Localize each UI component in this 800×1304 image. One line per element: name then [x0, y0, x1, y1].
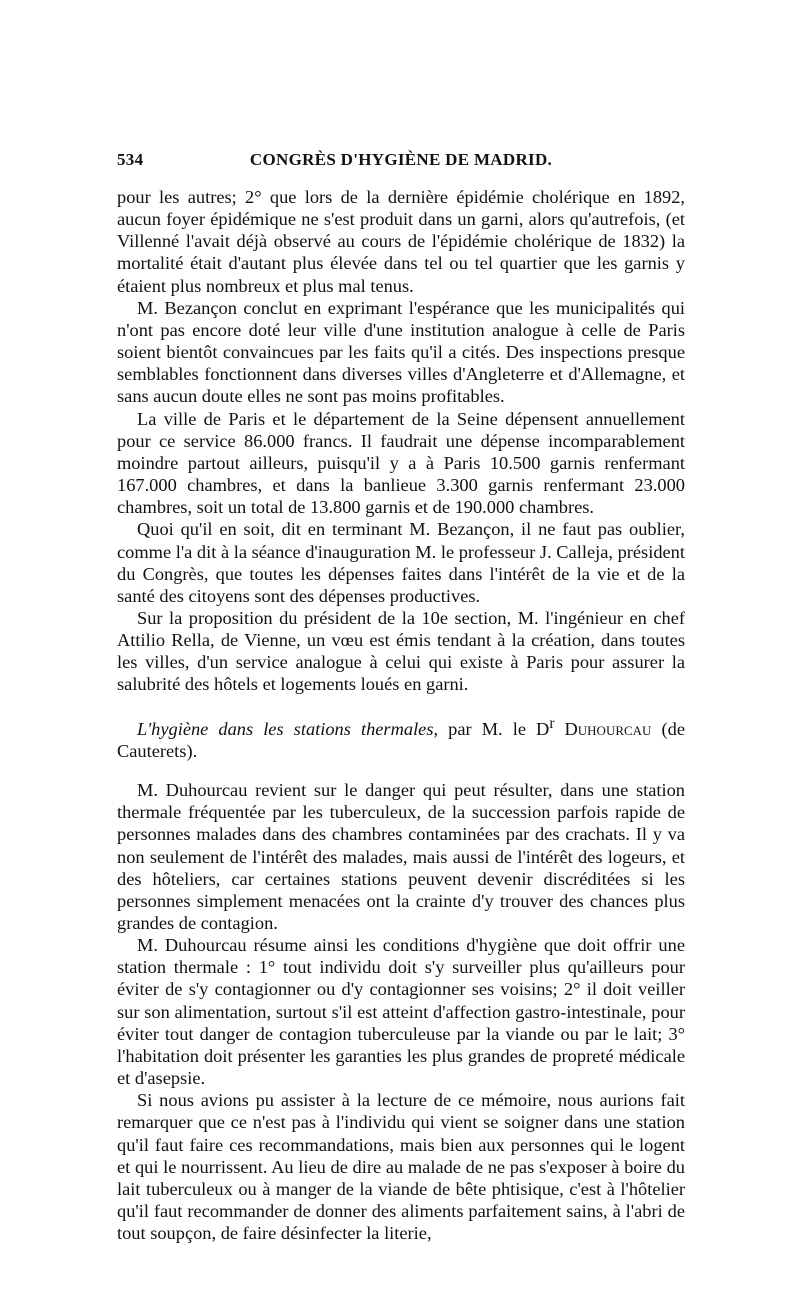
paragraph-calleja-quote: Quoi qu'il en soit, dit en terminant M. Bezançon, il ne faut pas oublier, comme l'a dit à la séance d'inauguration M. le professeur J. Calleja, président du Congrès, que toutes les dépenses faites dans l'intérêt de la vie et de la santé des citoyens sont des dépenses productives.	[117, 519, 685, 606]
article-author: Duhourcau	[554, 718, 652, 739]
article-byline: par M. le D	[438, 718, 550, 739]
running-title: CONGRÈS D'HYGIÈNE DE MADRID.	[249, 150, 553, 169]
page-header	[117, 150, 685, 174]
article-heading	[117, 713, 685, 762]
paragraph-rella-proposal: Sur la proposition du président de la 10e section, M. l'ingénieur en chef Attilio Rella, de Vienne, un vœu est émis tendant à la création, dans toutes les villes, d'un service analogue à celui qui existe à Paris pour assurer la salubrité des hôtels et logements loués en garni.	[117, 607, 685, 695]
paragraph-duhourcau-conditions: M. Duhourcau résume ainsi les conditions d'hygiène que doit offrir une station thermale : 1° tout individu doit s'y surveiller plus qu'ailleurs pour éviter de s'y contagionner ou d'y contagionner ses voisins; 2° il doit veiller sur son alimentation, surtout s'il est atteint d'affection gastro-intestinale, pour éviter tout danger de contagion tuberculeuse par la viande ou par le lait; 3° l'habitation doit présenter les garanties les plus grandes de propreté médicale et d'asepsie.	[117, 935, 685, 1089]
paragraph-paris-expenses: La ville de Paris et le département de la Seine dépensent annuellement pour ce service 86.000 francs. Il faudrait une dépense incomparablement moindre partout ailleurs, puisqu'il y a à Paris 10.500 garnis renfermant 167.000 chambres, et dans la banlieue 3.300 garnis renfermant 23.000 chambres, soit un total de 13.800 garnis et de 190.000 chambres.	[117, 408, 685, 518]
paragraph-bezancon-conclusion: M. Bezançon conclut en exprimant l'espérance que les municipalités qui n'ont pas encore doté leur ville d'une institution analogue à celle de Paris soient bientôt convaincues par les faits qu'il a cités. Des inspections presque semblables fonctionnent dans diverses villes d'Angleterre et d'Allemagne, et sans aucun doute elles ne sont pas moins profitables.	[117, 297, 685, 407]
paragraph-continuation: pour les autres; 2° que lors de la dernière épidémie cholérique en 1892, aucun foyer épidémique ne s'est produit dans un garni, alors qu'autrefois, (et Villenné l'avait déjà observé au cours de l'épidémie cholérique de 1832) la mortalité était d'autant plus élevée dans tel ou tel quartier que les garnis y étaient plus nombreux et plus mal tenus.	[117, 187, 685, 296]
doctor-abbrev-sup: r	[549, 714, 555, 732]
page-number: 534	[117, 150, 144, 169]
paragraph-duhourcau-danger: M. Duhourcau revient sur le danger qui peut résulter, dans une station thermale fréquentée par les tuberculeux, de la succession parfois rapide de personnes malades dans des chambres contaminées par des crachats. Il y va non seulement de l'intérêt des malades, mais aussi de l'intérêt des logeurs, et des hôteliers, car certaines stations peuvent devenir discréditées si les personnes simplement menacées ont la crainte d'y trouver des chances plus grandes de contagion.	[117, 780, 685, 933]
paragraph-editorial-remark: Si nous avions pu assister à la lecture de ce mémoire, nous aurions fait remarquer que ce n'est pas à l'individu qui vient se soigner dans une station qu'il faut faire ces recommandations, mais bien aux personnes qui le logent et qui le nourrissent. Au lieu de dire au malade de ne pas s'exposer à boire du lait tuberculeux ou à manger de la viande de bête phtisique, c'est à l'hôtelier qu'il faut recommander de donner des aliments parfaitement sains, à l'abri de tout soupçon, de faire désinfecter la literie,	[117, 1090, 685, 1244]
article-author-location: (de Cauterets).	[117, 718, 685, 761]
body-text	[117, 186, 685, 1244]
article-title: L'hygiène dans les stations thermales,	[137, 718, 439, 739]
